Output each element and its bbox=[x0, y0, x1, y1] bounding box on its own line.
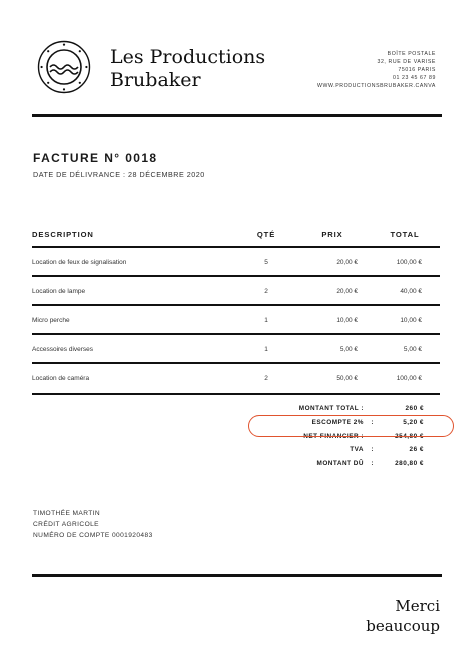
row-qty: 5 bbox=[264, 259, 268, 266]
contact-line: 01 23 45 67 89 bbox=[392, 75, 436, 81]
row-total: 40,00 € bbox=[400, 288, 422, 295]
row-qty: 1 bbox=[264, 346, 268, 353]
row-qty: 2 bbox=[264, 375, 268, 382]
row-total: 100,00 € bbox=[396, 259, 422, 266]
row-qty: 2 bbox=[264, 288, 268, 295]
row-price: 20,00 € bbox=[336, 288, 358, 295]
row-price: 20,00 € bbox=[336, 259, 358, 266]
row-qty: 1 bbox=[264, 317, 268, 324]
porthole-wave-logo bbox=[37, 40, 91, 94]
summary-colon: : bbox=[371, 446, 374, 454]
summary-total-value: 260 € bbox=[405, 405, 424, 412]
table-row bbox=[32, 362, 440, 391]
header-qty: QTÉ bbox=[256, 230, 276, 239]
thank-you-line-1: Merci bbox=[395, 597, 440, 615]
row-price: 5,00 € bbox=[339, 346, 358, 353]
payee-details bbox=[33, 508, 153, 541]
table-row bbox=[32, 246, 440, 275]
summary-total-label: MONTANT TOTAL : bbox=[298, 405, 364, 412]
row-total: 100,00 € bbox=[396, 375, 422, 382]
row-description: Micro perche bbox=[32, 317, 70, 324]
summary-due-label: MONTANT DÛ bbox=[316, 460, 364, 468]
table-row bbox=[32, 333, 440, 362]
footer-divider bbox=[32, 574, 442, 577]
thank-you-message bbox=[366, 596, 440, 636]
discount-highlight-ring bbox=[248, 415, 454, 437]
summary-due-value: 280,80 € bbox=[395, 460, 424, 468]
summary-colon: : bbox=[371, 418, 374, 426]
company-name-line-2: Brubaker bbox=[110, 69, 201, 91]
thank-you-line-2: beaucoup bbox=[366, 617, 440, 635]
header-total: TOTAL bbox=[390, 230, 420, 239]
summary-net-value: 254,80 € bbox=[395, 432, 424, 440]
row-total: 5,00 € bbox=[403, 346, 422, 353]
payee-bank: CRÉDIT AGRICOLE bbox=[33, 521, 99, 528]
contact-line: 75016 PARIS bbox=[398, 67, 436, 73]
table-row bbox=[32, 275, 440, 304]
summary-tva-value: 26 € bbox=[409, 446, 424, 454]
summary-discount-value: 5,20 € bbox=[403, 418, 424, 426]
row-description: Location de feux de signalisation bbox=[32, 259, 127, 266]
summary-tva-label: TVA bbox=[350, 446, 364, 454]
summary-net-label: NET FINANCIER : bbox=[303, 432, 364, 440]
contact-line: WWW.PRODUCTIONSBRUBAKER.CANVA bbox=[316, 83, 436, 89]
summary-total bbox=[250, 402, 440, 416]
table-bottom-rule bbox=[32, 393, 440, 395]
payee-name: TIMOTHÉE MARTIN bbox=[33, 510, 101, 517]
table-header bbox=[32, 226, 440, 246]
summary-discount-label: ESCOMPTE 2% bbox=[311, 418, 364, 426]
row-description: Location de caméra bbox=[32, 375, 90, 382]
header-description: DESCRIPTION bbox=[32, 230, 94, 239]
row-description: Accessoires diverses bbox=[32, 346, 94, 353]
contact-line: 32, RUE DE VARISE bbox=[377, 59, 436, 65]
company-name bbox=[110, 46, 265, 92]
invoice-table bbox=[32, 226, 440, 391]
row-price: 50,00 € bbox=[336, 375, 358, 382]
summary-tva bbox=[250, 443, 440, 457]
company-name-line-1: Les Productions bbox=[110, 46, 266, 68]
invoice-title: FACTURE N° 0018 bbox=[33, 151, 158, 165]
header-divider bbox=[32, 114, 442, 117]
row-description: Location de lampe bbox=[32, 288, 86, 295]
contact-line: BOÎTE POSTALE bbox=[387, 51, 436, 57]
row-price: 10,00 € bbox=[336, 317, 358, 324]
header-price: PRIX bbox=[321, 230, 343, 239]
summary-colon: : bbox=[371, 460, 374, 468]
company-contact bbox=[317, 50, 436, 90]
invoice-delivery-date: DATE DE DÉLIVRANCE : 28 DÉCEMBRE 2020 bbox=[33, 170, 205, 179]
summary-due bbox=[250, 457, 440, 471]
table-row bbox=[32, 304, 440, 333]
row-total: 10,00 € bbox=[400, 317, 422, 324]
payee-account: NUMÉRO DE COMPTE 0001920483 bbox=[33, 532, 153, 539]
